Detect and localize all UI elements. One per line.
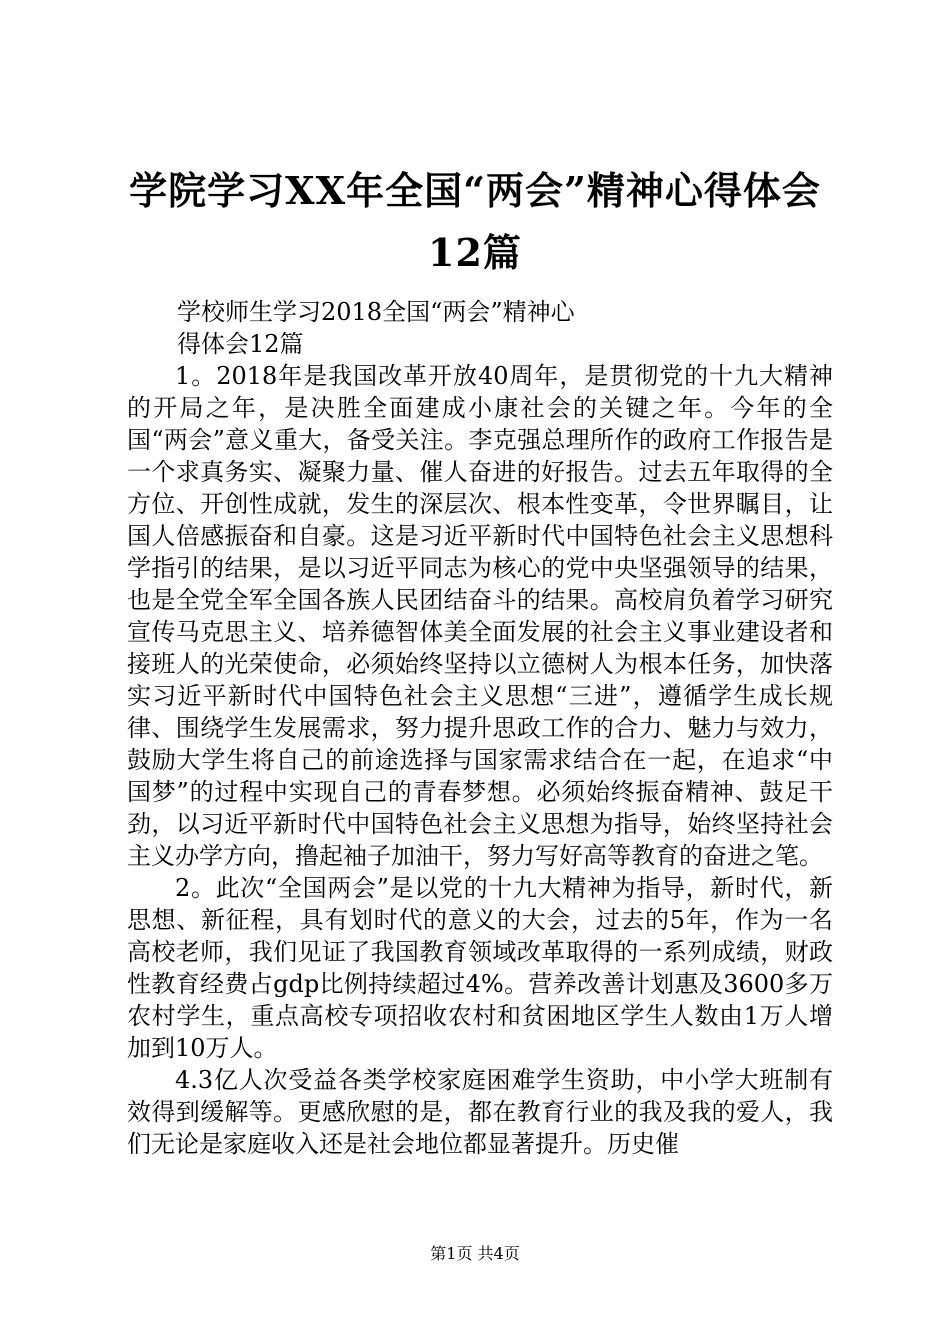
subtitle-line-1: 学校师生学习2018全国“两会”精神心: [177, 298, 575, 326]
page-number-footer: 第1页 共4页: [430, 1244, 520, 1263]
subtitle-line-2: 得体会12篇: [177, 330, 304, 358]
paragraph-3: 4.3亿人次受益各类学校家庭困难学生资助，中小学大班制有效得到缓解等。更感欣慰的是，都在教育行业的我及我的爱人，我们无论是家庭收入还是社会地位都显著提升。历史催: [127, 1066, 833, 1158]
document-title: 学院学习XX年全国“两会”精神心得体会12篇: [129, 168, 821, 275]
document-body: [127, 296, 833, 1160]
paragraph-2: 2。此次“全国两会”是以党的十九大精神为指导，新时代，新思想、新征程，具有划时代的意义的大会，过去的5年，作为一名高校老师，我们见证了我国教育领域改革取得的一系列成绩，财政性教育经费占gdp比例持续超过4%。营养改善计划惠及3600多万农村学生，重点高校专项招收农村和贫困地区学生人数由1万人增加到10万人。: [127, 874, 833, 1062]
paragraph-1: 1。2018年是我国改革开放40周年，是贯彻党的十九大精神的开局之年，是决胜全面建成小康社会的关键之年。今年的全国“两会”意义重大，备受关注。李克强总理所作的政府工作报告是一个求真务实、凝聚力量、催人奋进的好报告。过去五年取得的全方位、开创性成就，发生的深层次、根本性变革，令世界瞩目，让国人倍感振奋和自豪。这是习近平新时代中国特色社会主义思想科学指引的结果，是以习近平同志为核心的党中央坚强领导的结果，也是全党全军全国各族人民团结奋斗的结果。高校肩负着学习研究宣传马克思主义、培养德智体美全面发展的社会主义事业建设者和接班人的光荣使命，必须始终坚持以立德树人为根本任务，加快落实习近平新时代中国特色社会主义思想“三进”，遵循学生成长规律、围绕学生发展需求，努力提升思政工作的合力、魅力与效力，鼓励大学生将自己的前途选择与国家需求结合在一起，在追求“中国梦”的过程中实现自己的青春梦想。必须始终振奋精神、鼓足干劲，以习近平新时代中国特色社会主义思想为指导，始终坚持社会主义办学方向，撸起袖子加油干，努力写好高等教育的奋进之笔。: [127, 362, 833, 870]
